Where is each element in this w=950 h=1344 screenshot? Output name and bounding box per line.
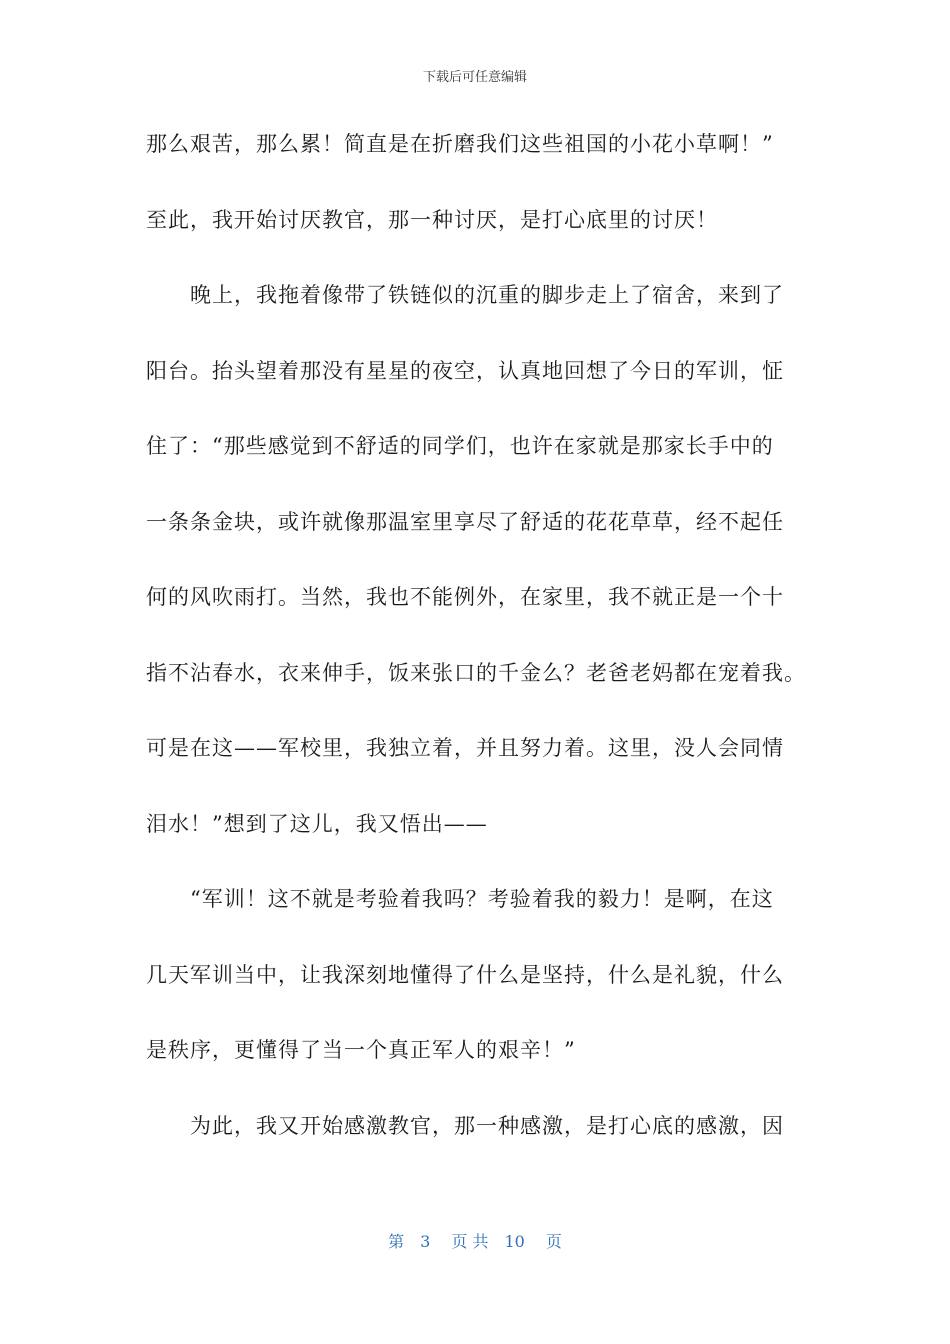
text-line: 一条条金块，或许就像那温室里享尽了舒适的花花草草，经不起任 [146,509,784,534]
text-line: 泪水！”想到了这儿，我又悟出—— [146,811,488,836]
text-line: 是秩序，更懂得了当一个真正军人的艰辛！” [146,1038,576,1062]
text-line: “军训！这不就是考验着我吗？考验着我的毅力！是啊，在这 [146,887,774,911]
page-number-footer: 第 3 页 共 10 页 [388,1232,562,1251]
text-line: 那么艰苦，那么累！简直是在折磨我们这些祖国的小花小草啊！” [146,132,774,156]
text-line: 何的风吹雨打。当然，我也不能例外，在家里，我不就正是一个十 [146,585,784,609]
text-line: 至此，我开始讨厌教官，那一种讨厌，是打心底里的讨厌！ [146,207,718,232]
text-line: 指不沾春水，衣来伸手，饭来张口的千金么？老爸老妈都在宠着我。 [146,660,806,685]
text-line: 为此，我又开始感激教官，那一种感激，是打心底的感激，因 [146,1113,784,1138]
text-line: 晚上，我拖着像带了铁链似的沉重的脚步走上了宿舍，来到了 [146,283,784,307]
text-line: 阳台。抬头望着那没有星星的夜空，认真地回想了今日的军训，怔 [146,358,784,383]
page-header: 下载后可任意编辑 [422,70,527,85]
document-body [146,124,806,1181]
text-line: 几天军训当中，让我深刻地懂得了什么是坚持，什么是礼貌，什么 [146,962,784,987]
text-line: 住了：“那些感觉到不舒适的同学们，也许在家就是那家长手中的 [146,434,774,458]
text-line: 可是在这——军校里，我独立着，并且努力着。这里，没人会同情 [146,736,784,760]
